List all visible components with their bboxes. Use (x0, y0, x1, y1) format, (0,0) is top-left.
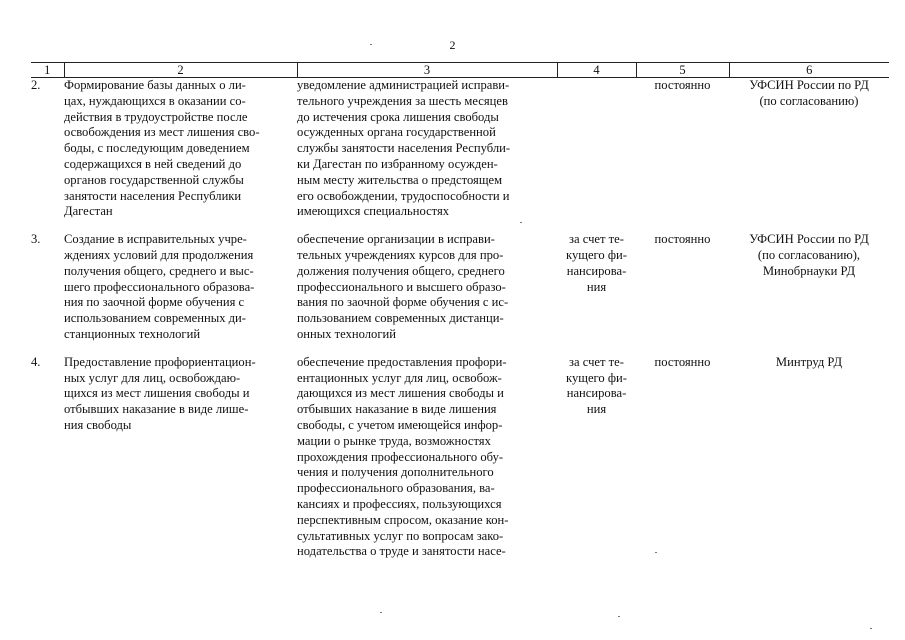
row-number: 2. (31, 78, 41, 92)
table-row (31, 355, 889, 560)
page-number: 2 (449, 38, 456, 52)
funding-source: за счет те- кущего фи- нансирова- ния (566, 232, 627, 294)
implementation-mechanism: уведомление администрацией исправи- тельного учреждения за шесть месяцев до истечения срока лишения свободы осужденных органа государственной службы занятости населения Республи- ки Дагестан по избранному осужден- ным месту жительства о предстоящем его освобождении, трудоспособности и имеющихся специальностях (297, 78, 511, 219)
table-row (31, 232, 889, 343)
scan-speck (618, 616, 620, 617)
column-header-4: 4 (557, 63, 636, 78)
responsible-executor: УФСИН России по РД (по согласованию) (749, 78, 869, 108)
implementation-mechanism: обеспечение предоставления профори- ентационных услуг для лиц, освобож- дающихся из мест лишения свободы и отбывших наказание в виде лишения свободы, с учетом имеющейся инфор- мации о рынке труда, возможностях прохождения профессионального обу- чения и получения дополнительного профессионального образования, ва- кансиях и профессиях, пользующихся перспективным спросом, оказание кон- сультативных услуг по вопросам зако- нодательства о труде и занятости насе- (297, 354, 509, 559)
row-spacer (31, 343, 889, 355)
column-header-1: 1 (31, 63, 64, 78)
scan-speck (380, 612, 382, 613)
column-header-2: 2 (64, 63, 297, 78)
scan-speck (370, 44, 372, 45)
scan-speck (870, 628, 872, 629)
column-header-6: 6 (729, 63, 889, 78)
implementation-mechanism: обеспечение организации в исправи- тельных учреждениях курсов для про- должения получения общего, среднего профессионального и высшего образо- вания по заочной форме обучения с ис- пользованием современных дистанци- онных технологий (297, 232, 509, 341)
column-header-3: 3 (297, 63, 557, 78)
measures-table (31, 62, 889, 560)
responsible-executor: Минтруд РД (775, 354, 843, 369)
measure-name: Создание в исправительных учре- ждениях условий для продолжения получения общего, среднего и выс- шего профессионального образова- ния по заочной форме обучения с использованием современных ди- станционных технологий (64, 232, 255, 341)
row-spacer (31, 220, 889, 232)
execution-term: постоянно (654, 78, 711, 92)
execution-term: постоянно (654, 354, 711, 369)
column-header-5: 5 (636, 63, 729, 78)
execution-term: постоянно (654, 232, 711, 247)
measure-name: Предоставление профориентацион- ных услуг для лиц, освобождаю- щихся из мест лишения свободы и отбывших наказание в виде лише- ния свободы (64, 354, 256, 432)
scan-speck (520, 222, 522, 223)
row-number: 3. (31, 232, 41, 247)
table-row (31, 78, 889, 221)
column-number-header-row (31, 63, 889, 78)
row-number: 4. (31, 354, 41, 369)
scan-speck (655, 552, 657, 553)
funding-source: за счет те- кущего фи- нансирова- ния (566, 354, 627, 417)
measure-name: Формирование базы данных о ли- цах, нуждающихся в оказании со- действия в трудоустройстве после освобождения из мест лишения сво- боды, с последующим доведением содержащихся в ней сведений до органов государственной службы занятости населения Республики Дагестан (64, 78, 260, 219)
responsible-executor: УФСИН России по РД (по согласованию), Минобрнауки РД (749, 232, 869, 278)
